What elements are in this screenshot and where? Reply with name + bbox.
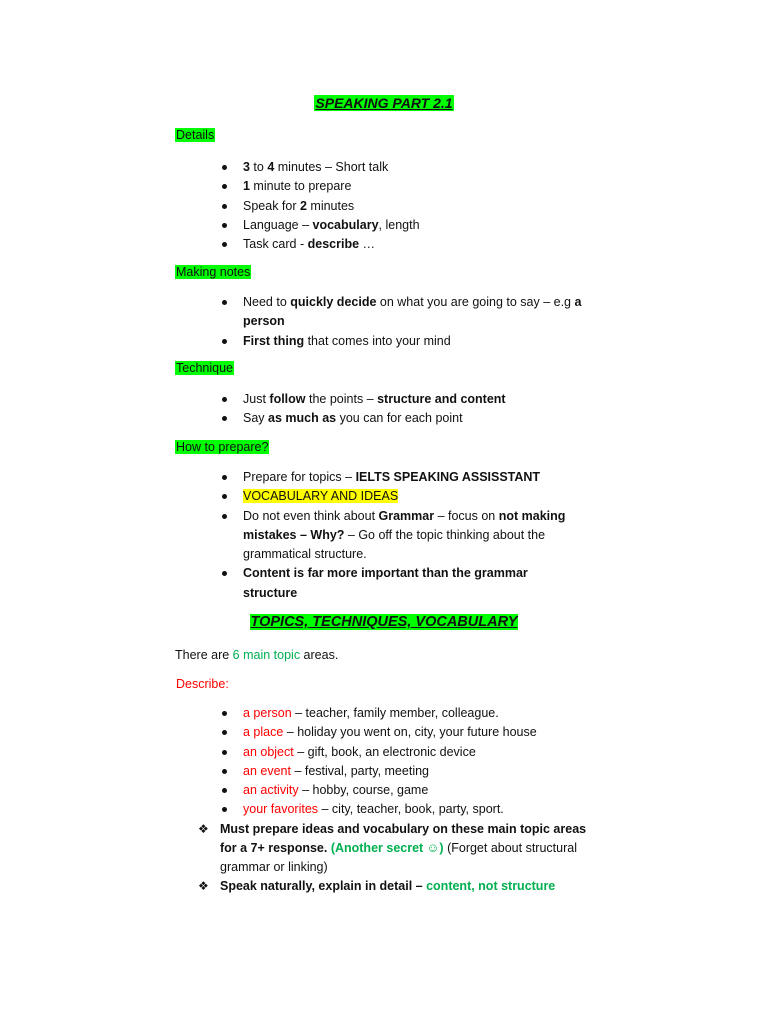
section-title <box>0 614 768 630</box>
list-item: a person – teacher, family member, colleague. <box>222 704 582 723</box>
heading-making-notes-text: Making notes <box>176 265 251 279</box>
details-list <box>222 158 582 254</box>
list-item: an event – festival, party, meeting <box>222 762 582 781</box>
list-item: Say as much as you can for each point <box>222 409 582 428</box>
heading-technique-text: Technique <box>176 361 233 375</box>
heading-technique <box>175 361 234 375</box>
making-notes-list <box>222 293 582 351</box>
list-item: Just follow the points – structure and content <box>222 390 582 409</box>
page-title <box>0 95 768 111</box>
list-item: an object – gift, book, an electronic device <box>222 743 582 762</box>
technique-list <box>222 390 582 429</box>
list-item: ❖ Must prepare ideas and vocabulary on these main topic areas for a 7+ response. (Another secret ☺) (Forget about structural grammar or linking) <box>198 822 587 874</box>
list-item: 1 minute to prepare <box>222 177 582 196</box>
diamond-bullet-icon: ❖ <box>198 879 209 893</box>
describe-list <box>222 704 582 820</box>
intro-paragraph: There are 6 main topic areas. <box>175 648 339 662</box>
heading-details-text: Details <box>176 128 215 142</box>
how-to-prepare-list <box>222 468 582 603</box>
list-item: Speak for 2 minutes <box>222 197 582 216</box>
list-item: Content is far more important than the grammar structure <box>222 564 582 603</box>
heading-making-notes <box>175 265 251 279</box>
heading-describe <box>175 677 230 691</box>
list-item: Task card - describe … <box>222 235 582 254</box>
heading-describe-text: Describe: <box>176 677 229 691</box>
page-title-text: SPEAKING PART 2.1 <box>315 95 453 111</box>
section-title-text: TOPICS, TECHNIQUES, VOCABULARY <box>250 614 518 630</box>
notes-list <box>198 820 588 896</box>
list-item: Prepare for topics – IELTS SPEAKING ASSISSTANT <box>222 468 582 487</box>
list-item: Do not even think about Grammar – focus on not making mistakes – Why? – Go off the topic thinking about the grammatical structure. <box>222 507 582 565</box>
list-item: ❖ Speak naturally, explain in detail – content, not structure <box>198 877 588 896</box>
list-item: Language – vocabulary, length <box>222 216 582 235</box>
list-item <box>222 487 582 506</box>
list-item: Need to quickly decide on what you are going to say – e.g a person <box>222 293 582 332</box>
heading-how-to-prepare-text: How to prepare? <box>176 440 269 454</box>
heading-details <box>175 128 215 142</box>
list-item: First thing that comes into your mind <box>222 332 582 351</box>
highlighted-text: VOCABULARY AND IDEAS <box>243 489 399 504</box>
list-item: an activity – hobby, course, game <box>222 781 582 800</box>
diamond-bullet-icon: ❖ <box>198 822 209 836</box>
list-item: your favorites – city, teacher, book, party, sport. <box>222 800 582 819</box>
list-item: 3 to 4 minutes – Short talk <box>222 158 582 177</box>
heading-how-to-prepare <box>175 440 269 454</box>
list-item: a place – holiday you went on, city, your future house <box>222 723 582 742</box>
